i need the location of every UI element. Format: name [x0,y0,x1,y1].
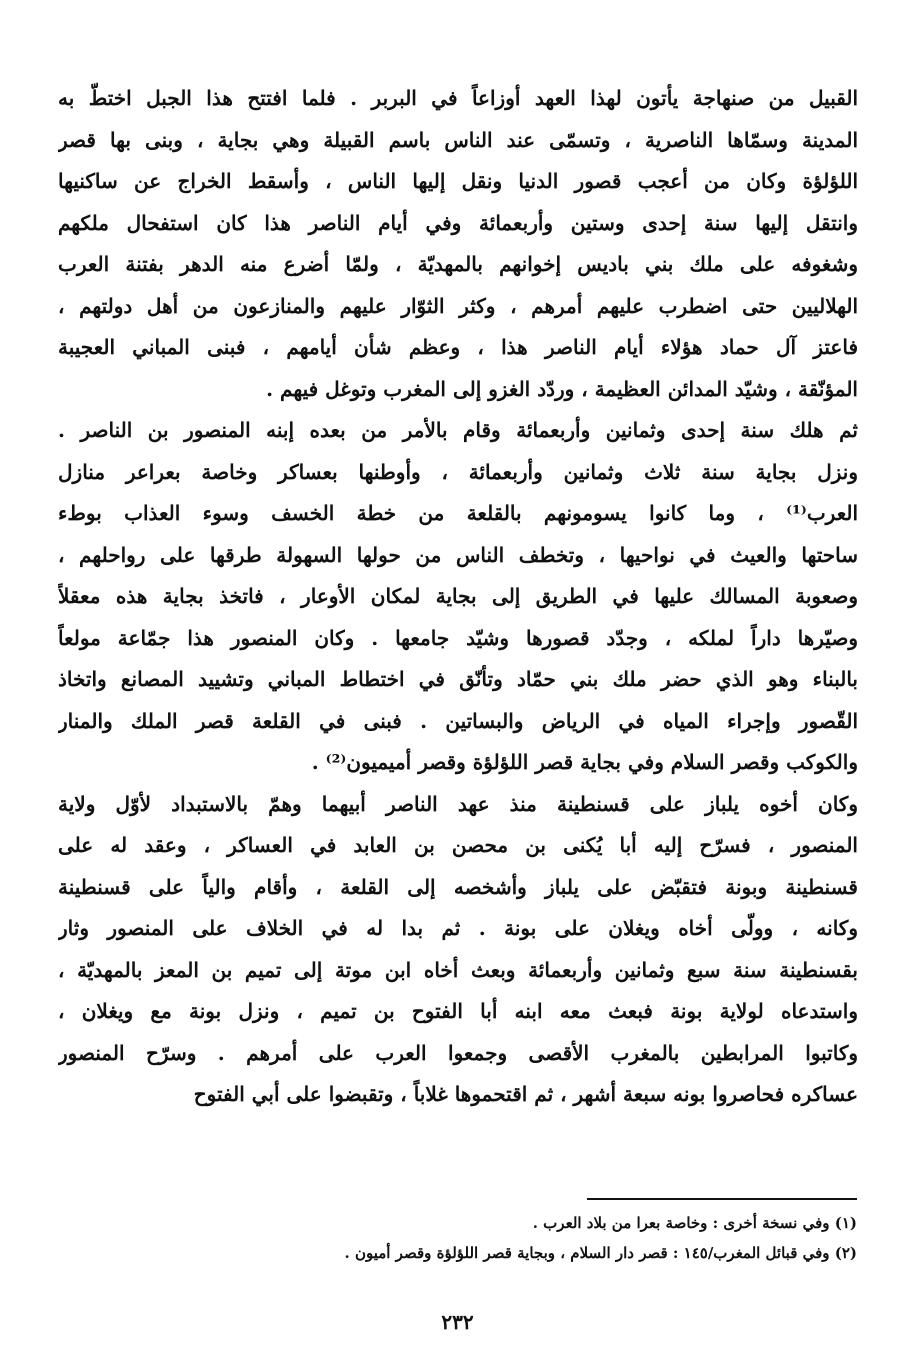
text-line: وكانه ، وولّى أخاه ويغلان على بونة . ثم بدا له في الخلاف على المنصور وثار [58,916,858,940]
text-line: المؤنّقة ، وشيّد المدائن العظيمة ، وردّد الغزو إلى المغرب وتوغل فيهم . [266,376,858,401]
text-line: القّصور وإجراء المياه في الرياض والبساتين . فبنى في القلعة قصر الملك والمنار [58,708,858,733]
text-line: والكوكب وقصر السلام وفي بجاية قصر اللؤلؤة وقصر أميميون⁽²⁾ . [311,750,858,774]
text-line: فاعتز آل حماد هؤلاء أيام الناصر هذا ، وعظم شأن أيامهم ، فبنى المباني العجيبة [58,335,858,359]
footnote-divider [587,1198,857,1200]
text-line: المدينة وسمّاها الناصرية ، وتسمّى عند الناس باسم القبيلة وهي بجاية ، وبنى بها قصر [58,127,858,152]
text-line: ونزل بجاية سنة ثلاث وثمانين وأربعمائة ، وأوطنها بعساكر وخاصة بعراعر منازل [58,459,858,484]
text-line: الهلاليين حتى اضطرب عليهم أمرهم ، وكثر الثوّار عليهم والمنازعون من أهل دولتهم ، [58,293,858,318]
footnotes-block [57,1208,857,1268]
text-line: المنصور ، فسرّح إليه أبا يُكنى بن محصن بن العابد في العساكر ، وعقد له على [58,833,858,857]
text-line: وشغوفه على ملك بني باديس إخوانهم بالمهديّة ، ولمّا أضرع منه الدهر بفتنة العرب [58,252,858,276]
page-number: ٢٣٢ [441,1310,474,1334]
text-line: وصيّرها داراً لملكه ، وجدّد قصورها وشيّد جامعها . وكان المنصور هذا جمّاعة مولعاً [58,625,858,650]
text-line: وصعوبة المسالك عليها في الطريق إلى بجاية لمكان الأوعار ، فاتخذ بجاية هذه معقلاً [58,584,858,608]
main-text-block [58,78,858,1116]
text-line: ثم هلك سنة إحدى وثمانين وأربعمائة وقام بالأمر من بعده إبنه المنصور بن الناصر . [58,418,858,442]
text-line: اللؤلؤة وكان من أعجب قصور الدنيا ونقل إليها الناس ، وأسقط الخراج عن ساكنيها [58,169,858,193]
footnote-1: (١) وفي نسخة أخرى : وخاصة بعرا من بلاد العرب . [532,1214,857,1232]
text-line: عساكره فحاصروا بونه سبعة أشهر ، ثم اقتحموها غلاباً ، وتقبضوا على أبي الفتوح [193,1082,858,1106]
text-line: وكاتبوا المرابطين بالمغرب الأقصى وجمعوا العرب على أمرهم . وسرّح المنصور [58,1040,858,1065]
text-line: وانتقل إليها سنة إحدى وستين وأربعمائة وفي أيام الناصر هذا كان استفحال ملكهم [58,210,858,235]
text-line: العرب⁽¹⁾ ، وما كانوا يسومونهم بالقلعة من خطة الخسف وسوء العذاب بوطء [58,501,858,525]
text-line: بالبناء وهو الذي حضر ملك بني حمّاد وتأنّق في اختطاط المباني وتشييد المصانع واتخاذ [58,667,858,691]
text-line: القبيل من صنهاجة يأتون لهذا العهد أوزاعاً في البربر . فلما افتتح هذا الجبل اختطّ به [58,86,858,110]
text-line: بقسنطينة سنة سبع وثمانين وأربعمائة وبعث أخاه ابن موتة إلى تميم بن المعز بالمهديّة ، [58,957,858,982]
text-line: قسنطينة وبونة فتقبّض على يلباز وأشخصه إلى القلعة ، وأقام والياً على قسنطينة [58,874,858,899]
text-line: ساحتها والعيث في نواحيها ، وتخطف الناس من حولها السهولة طرقها على رواحلهم ، [58,542,858,567]
text-line: واستدعاه لولاية بونة فبعث معه ابنه أبا الفتوح بن تميم ، ونزل بونة مع ويغلان ، [58,999,858,1023]
text-line: وكان أخوه يلباز على قسنطينة منذ عهد الناصر أبيهما وهمّ بالاستبداد لأوّل ولاية [58,791,858,816]
footnote-2: (٢) وفي قبائل المغرب/١٤٥ : قصر دار السلام ، وبجاية قصر اللؤلؤة وقصر أميون . [344,1244,857,1262]
